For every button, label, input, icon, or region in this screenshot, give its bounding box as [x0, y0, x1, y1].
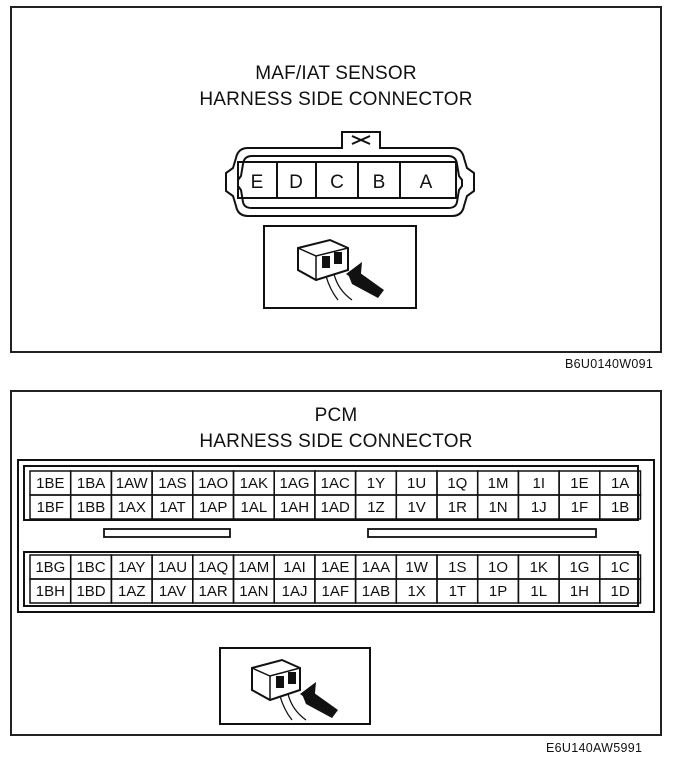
- pcm-pin-label: 1AA: [361, 559, 391, 576]
- pcm-pin-label: 1BF: [36, 499, 65, 516]
- pcm-pin-label: 1Z: [367, 499, 385, 516]
- pcm-pin-label: 1BE: [36, 475, 65, 492]
- maf-title-line1: MAF/IAT SENSOR: [255, 63, 417, 84]
- pcm-pin-label: 1AY: [118, 559, 146, 576]
- pcm-pin-label: 1M: [487, 475, 509, 492]
- pcm-guide-rail-right: [368, 529, 596, 537]
- maf-pin-b: B: [372, 172, 386, 193]
- pcm-pin-label: 1AU: [157, 559, 188, 576]
- pcm-pin-label: 1P: [488, 583, 508, 600]
- pcm-pin-label: 1AH: [279, 499, 310, 516]
- pcm-pin-label: 1AF: [321, 583, 350, 600]
- pcm-pin-label: 1AE: [321, 559, 350, 576]
- pcm-pin-label: 1BB: [76, 499, 106, 516]
- pcm-pin-label: 1AN: [239, 583, 269, 600]
- pcm-pin-label: 1BH: [35, 583, 65, 600]
- pcm-connector-panel: [10, 390, 662, 736]
- pcm-pin-label: 1AB: [361, 583, 391, 600]
- pcm-pin-label: 1AM: [238, 559, 270, 576]
- pcm-pin-label: 1AQ: [198, 559, 229, 576]
- pcm-pin-label: 1R: [447, 499, 467, 516]
- pcm-pin-label: 1L: [530, 583, 548, 600]
- pcm-pin-label: 1AP: [198, 499, 228, 516]
- pcm-pin-label: 1AL: [240, 499, 268, 516]
- pcm-pin-label: 1E: [570, 475, 589, 492]
- pcm-pin-label: 1AR: [198, 583, 228, 600]
- pcm-pin-label: 1X: [407, 583, 426, 600]
- pcm-pin-label: 1AV: [158, 583, 187, 600]
- pcm-pin-label: 1A: [610, 475, 630, 492]
- pcm-pin-label: 1AT: [159, 499, 186, 516]
- pcm-figure-code: E6U140AW5991: [546, 741, 643, 755]
- maf-pin-d: D: [289, 172, 303, 193]
- pcm-pin-label: 1S: [448, 559, 467, 576]
- pcm-pin-label: 1Q: [447, 475, 468, 492]
- pcm-title-line2: HARNESS SIDE CONNECTOR: [199, 431, 473, 452]
- pcm-pin-label: 1U: [407, 475, 427, 492]
- pcm-pin-label: 1O: [488, 559, 509, 576]
- pcm-pin-label: 1W: [405, 559, 428, 576]
- pcm-pin-label: 1D: [610, 583, 630, 600]
- connector-probe-icon: [264, 226, 416, 308]
- connector-probe-icon: [220, 648, 370, 724]
- pcm-pin-label: 1C: [610, 559, 630, 576]
- maf-title-line2: HARNESS SIDE CONNECTOR: [199, 89, 473, 110]
- maf-pin-a: A: [419, 172, 433, 193]
- maf-pin-e: E: [250, 172, 264, 193]
- pcm-pin-label: 1J: [530, 499, 547, 516]
- pcm-title-line1: PCM: [314, 405, 358, 426]
- pcm-pin-label: 1AC: [320, 475, 350, 492]
- pcm-connector-diagram: [12, 392, 664, 738]
- pcm-pin-label: 1H: [569, 583, 590, 600]
- pcm-pin-label: 1F: [570, 499, 589, 516]
- pcm-pin-label: 1AD: [320, 499, 350, 516]
- pcm-pin-label: 1AI: [283, 559, 306, 576]
- pcm-pin-label: 1T: [448, 583, 467, 600]
- pcm-pin-label: 1BA: [76, 475, 106, 492]
- pcm-pin-label: 1AG: [279, 475, 310, 492]
- pcm-pin-label: 1BD: [76, 583, 106, 600]
- pcm-pin-label: 1AJ: [281, 583, 308, 600]
- maf-pin-c: C: [330, 172, 344, 193]
- pcm-pin-label: 1AO: [198, 475, 229, 492]
- maf-connector-panel: [10, 6, 662, 353]
- pcm-pin-label: 1V: [407, 499, 426, 516]
- pcm-pin-label: 1AZ: [117, 583, 146, 600]
- pcm-pin-label: 1I: [532, 475, 546, 492]
- pcm-pin-label: 1N: [488, 499, 508, 516]
- pcm-pin-label: 1BG: [35, 559, 66, 576]
- pcm-pin-label: 1Y: [366, 475, 386, 492]
- maf-figure-code: B6U0140W091: [565, 357, 654, 371]
- pcm-pin-label: 1AS: [158, 475, 187, 492]
- pcm-pin-label: 1BC: [76, 559, 106, 576]
- pcm-pin-label: 1AX: [117, 499, 146, 516]
- pcm-pin-label: 1AK: [239, 475, 269, 492]
- maf-connector-diagram: [12, 8, 664, 355]
- pcm-pin-label: 1G: [569, 559, 590, 576]
- maf-pin-row: [238, 162, 456, 198]
- pcm-pin-label: 1AW: [115, 475, 148, 492]
- pcm-pin-label: 1B: [610, 499, 630, 516]
- pcm-guide-rail-left: [104, 529, 230, 537]
- pcm-pin-label: 1K: [529, 559, 548, 576]
